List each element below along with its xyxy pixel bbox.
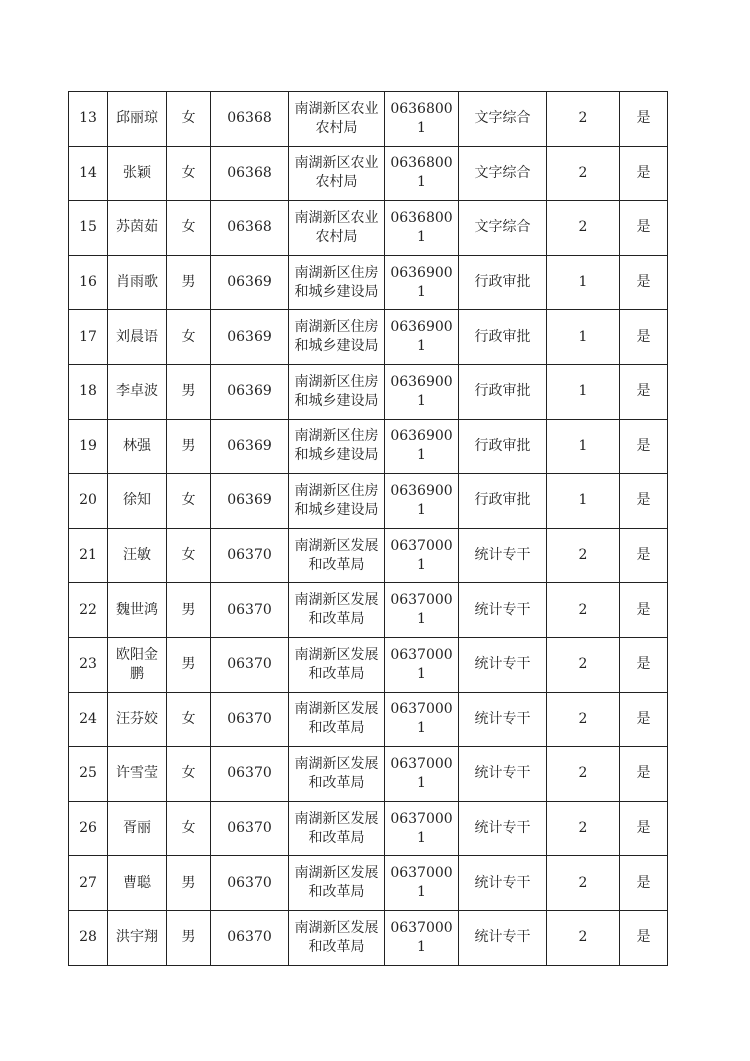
quota-cell: 2 xyxy=(547,146,620,201)
seq-cell: 17 xyxy=(69,310,108,365)
department-cell: 南湖新区发展和改革局 xyxy=(289,747,385,802)
quota-cell: 2 xyxy=(547,92,620,147)
gender-cell: 女 xyxy=(167,692,211,747)
position-cell: 文字综合 xyxy=(459,201,547,256)
position-code-cell: 06370001 xyxy=(385,637,459,692)
gender-cell: 男 xyxy=(167,856,211,911)
seq-cell: 21 xyxy=(69,528,108,583)
result-cell: 是 xyxy=(620,255,668,310)
department-cell: 南湖新区住房和城乡建设局 xyxy=(289,255,385,310)
table-row xyxy=(69,747,668,802)
table-row xyxy=(69,310,668,365)
gender-cell: 女 xyxy=(167,146,211,201)
gender-cell: 女 xyxy=(167,92,211,147)
position-cell: 文字综合 xyxy=(459,146,547,201)
table-row xyxy=(69,364,668,419)
table-row xyxy=(69,637,668,692)
name-cell: 李卓波 xyxy=(108,364,167,419)
quota-cell: 2 xyxy=(547,201,620,256)
position-cell: 统计专干 xyxy=(459,856,547,911)
gender-cell: 男 xyxy=(167,364,211,419)
seq-cell: 20 xyxy=(69,474,108,529)
name-cell: 邱丽琼 xyxy=(108,92,167,147)
position-code-cell: 06370001 xyxy=(385,856,459,911)
result-cell: 是 xyxy=(620,637,668,692)
unit-code-cell: 06370 xyxy=(211,747,289,802)
unit-code-cell: 06370 xyxy=(211,910,289,965)
quota-cell: 1 xyxy=(547,419,620,474)
unit-code-cell: 06369 xyxy=(211,474,289,529)
gender-cell: 女 xyxy=(167,528,211,583)
result-cell: 是 xyxy=(620,201,668,256)
unit-code-cell: 06369 xyxy=(211,255,289,310)
gender-cell: 男 xyxy=(167,583,211,638)
seq-cell: 24 xyxy=(69,692,108,747)
seq-cell: 27 xyxy=(69,856,108,911)
result-cell: 是 xyxy=(620,474,668,529)
name-cell: 汪敏 xyxy=(108,528,167,583)
position-cell: 行政审批 xyxy=(459,255,547,310)
position-code-cell: 06369001 xyxy=(385,474,459,529)
result-cell: 是 xyxy=(620,692,668,747)
name-cell: 张颖 xyxy=(108,146,167,201)
unit-code-cell: 06369 xyxy=(211,419,289,474)
position-cell: 行政审批 xyxy=(459,310,547,365)
quota-cell: 1 xyxy=(547,364,620,419)
department-cell: 南湖新区农业农村局 xyxy=(289,201,385,256)
quota-cell: 2 xyxy=(547,856,620,911)
position-code-cell: 06369001 xyxy=(385,364,459,419)
result-cell: 是 xyxy=(620,528,668,583)
department-cell: 南湖新区发展和改革局 xyxy=(289,692,385,747)
gender-cell: 男 xyxy=(167,255,211,310)
department-cell: 南湖新区发展和改革局 xyxy=(289,637,385,692)
seq-cell: 19 xyxy=(69,419,108,474)
position-code-cell: 06370001 xyxy=(385,910,459,965)
result-cell: 是 xyxy=(620,747,668,802)
department-cell: 南湖新区发展和改革局 xyxy=(289,801,385,856)
unit-code-cell: 06370 xyxy=(211,801,289,856)
quota-cell: 1 xyxy=(547,255,620,310)
quota-cell: 1 xyxy=(547,474,620,529)
unit-code-cell: 06368 xyxy=(211,146,289,201)
gender-cell: 女 xyxy=(167,201,211,256)
department-cell: 南湖新区发展和改革局 xyxy=(289,528,385,583)
department-cell: 南湖新区发展和改革局 xyxy=(289,910,385,965)
roster-body xyxy=(69,92,668,966)
position-code-cell: 06368001 xyxy=(385,92,459,147)
quota-cell: 2 xyxy=(547,583,620,638)
position-cell: 统计专干 xyxy=(459,528,547,583)
unit-code-cell: 06369 xyxy=(211,364,289,419)
table-row xyxy=(69,856,668,911)
result-cell: 是 xyxy=(620,419,668,474)
unit-code-cell: 06368 xyxy=(211,201,289,256)
quota-cell: 2 xyxy=(547,692,620,747)
quota-cell: 1 xyxy=(547,310,620,365)
position-code-cell: 06370001 xyxy=(385,528,459,583)
table-row xyxy=(69,692,668,747)
name-cell: 魏世鸿 xyxy=(108,583,167,638)
unit-code-cell: 06370 xyxy=(211,856,289,911)
gender-cell: 男 xyxy=(167,419,211,474)
quota-cell: 2 xyxy=(547,910,620,965)
quota-cell: 2 xyxy=(547,637,620,692)
position-code-cell: 06370001 xyxy=(385,583,459,638)
seq-cell: 18 xyxy=(69,364,108,419)
position-cell: 统计专干 xyxy=(459,692,547,747)
result-cell: 是 xyxy=(620,146,668,201)
table-row xyxy=(69,146,668,201)
seq-cell: 14 xyxy=(69,146,108,201)
department-cell: 南湖新区住房和城乡建设局 xyxy=(289,419,385,474)
seq-cell: 15 xyxy=(69,201,108,256)
table-row xyxy=(69,583,668,638)
position-code-cell: 06368001 xyxy=(385,146,459,201)
position-cell: 行政审批 xyxy=(459,419,547,474)
name-cell: 苏茵茹 xyxy=(108,201,167,256)
position-code-cell: 06368001 xyxy=(385,201,459,256)
position-cell: 统计专干 xyxy=(459,583,547,638)
position-cell: 行政审批 xyxy=(459,364,547,419)
name-cell: 肖雨歌 xyxy=(108,255,167,310)
seq-cell: 26 xyxy=(69,801,108,856)
position-cell: 统计专干 xyxy=(459,637,547,692)
unit-code-cell: 06370 xyxy=(211,692,289,747)
position-cell: 行政审批 xyxy=(459,474,547,529)
seq-cell: 13 xyxy=(69,92,108,147)
table-row xyxy=(69,801,668,856)
unit-code-cell: 06370 xyxy=(211,637,289,692)
name-cell: 徐知 xyxy=(108,474,167,529)
result-cell: 是 xyxy=(620,856,668,911)
department-cell: 南湖新区发展和改革局 xyxy=(289,583,385,638)
position-code-cell: 06369001 xyxy=(385,419,459,474)
gender-cell: 女 xyxy=(167,474,211,529)
result-cell: 是 xyxy=(620,910,668,965)
roster-table xyxy=(68,91,668,966)
department-cell: 南湖新区住房和城乡建设局 xyxy=(289,364,385,419)
quota-cell: 2 xyxy=(547,747,620,802)
position-code-cell: 06369001 xyxy=(385,255,459,310)
name-cell: 林强 xyxy=(108,419,167,474)
gender-cell: 男 xyxy=(167,910,211,965)
department-cell: 南湖新区住房和城乡建设局 xyxy=(289,310,385,365)
table-row xyxy=(69,528,668,583)
name-cell: 曹聪 xyxy=(108,856,167,911)
seq-cell: 23 xyxy=(69,637,108,692)
gender-cell: 女 xyxy=(167,747,211,802)
position-cell: 统计专干 xyxy=(459,910,547,965)
name-cell: 许雪莹 xyxy=(108,747,167,802)
department-cell: 南湖新区住房和城乡建设局 xyxy=(289,474,385,529)
position-code-cell: 06369001 xyxy=(385,310,459,365)
name-cell: 欧阳金鹏 xyxy=(108,637,167,692)
result-cell: 是 xyxy=(620,310,668,365)
seq-cell: 22 xyxy=(69,583,108,638)
quota-cell: 2 xyxy=(547,528,620,583)
table-row xyxy=(69,92,668,147)
gender-cell: 女 xyxy=(167,801,211,856)
seq-cell: 16 xyxy=(69,255,108,310)
unit-code-cell: 06368 xyxy=(211,92,289,147)
table-row xyxy=(69,255,668,310)
result-cell: 是 xyxy=(620,364,668,419)
table-row xyxy=(69,201,668,256)
name-cell: 洪宇翔 xyxy=(108,910,167,965)
unit-code-cell: 06369 xyxy=(211,310,289,365)
seq-cell: 25 xyxy=(69,747,108,802)
position-cell: 统计专干 xyxy=(459,747,547,802)
gender-cell: 女 xyxy=(167,310,211,365)
department-cell: 南湖新区农业农村局 xyxy=(289,146,385,201)
name-cell: 汪芬姣 xyxy=(108,692,167,747)
seq-cell: 28 xyxy=(69,910,108,965)
unit-code-cell: 06370 xyxy=(211,583,289,638)
position-cell: 文字综合 xyxy=(459,92,547,147)
table-row xyxy=(69,910,668,965)
table-row xyxy=(69,474,668,529)
position-code-cell: 06370001 xyxy=(385,692,459,747)
name-cell: 胥丽 xyxy=(108,801,167,856)
position-cell: 统计专干 xyxy=(459,801,547,856)
quota-cell: 2 xyxy=(547,801,620,856)
name-cell: 刘晨语 xyxy=(108,310,167,365)
result-cell: 是 xyxy=(620,801,668,856)
table-row xyxy=(69,419,668,474)
unit-code-cell: 06370 xyxy=(211,528,289,583)
result-cell: 是 xyxy=(620,92,668,147)
gender-cell: 男 xyxy=(167,637,211,692)
department-cell: 南湖新区发展和改革局 xyxy=(289,856,385,911)
result-cell: 是 xyxy=(620,583,668,638)
position-code-cell: 06370001 xyxy=(385,747,459,802)
position-code-cell: 06370001 xyxy=(385,801,459,856)
department-cell: 南湖新区农业农村局 xyxy=(289,92,385,147)
